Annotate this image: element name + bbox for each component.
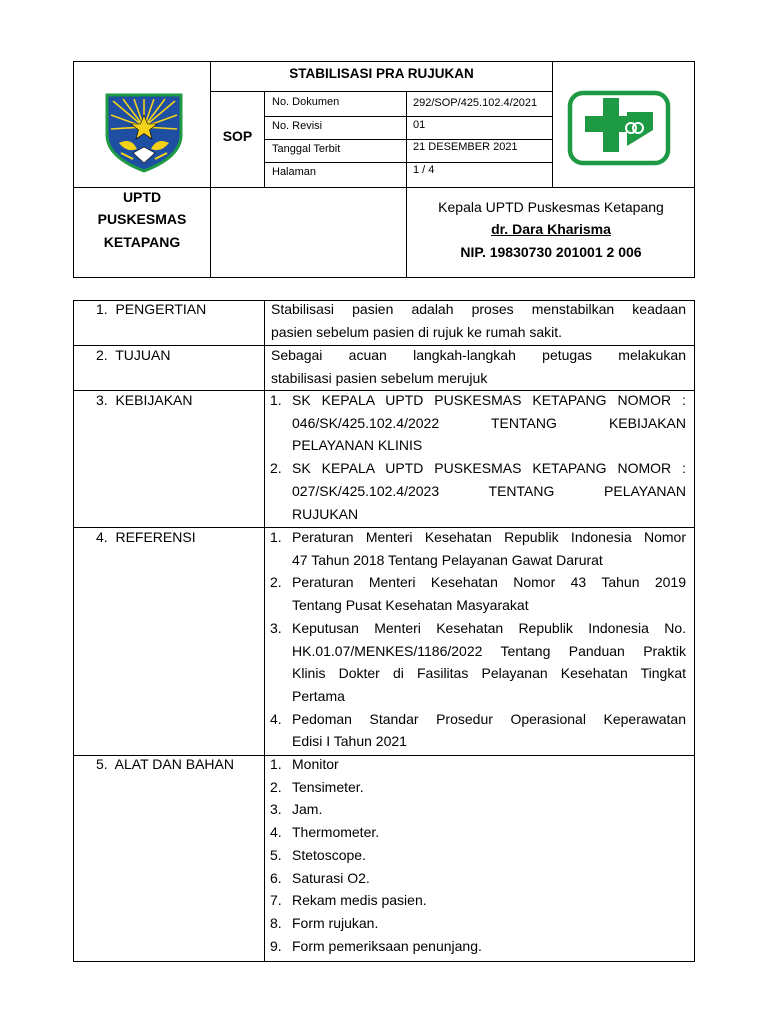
section-kebijakan-content bbox=[270, 389, 686, 525]
list-item-line: Edisi I Tahun 2021 bbox=[292, 733, 407, 750]
list-item-line: Peraturan Menteri Kesehatan Nomor 43 Tahun 2019 bbox=[292, 574, 686, 591]
list-item bbox=[270, 753, 686, 776]
list-item-line: PELAYANAN KLINIS bbox=[292, 437, 423, 454]
list-item-line: HK.01.07/MENKES/1186/2022 Tentang Panduan Praktik bbox=[292, 642, 686, 659]
list-item bbox=[270, 935, 686, 958]
signatory-nip: NIP. 19830730 201001 2 006 bbox=[460, 244, 642, 260]
org-name-line2: PUSKESMAS bbox=[97, 211, 187, 227]
field-label-no-revisi: No. Revisi bbox=[272, 120, 323, 132]
list-item bbox=[270, 708, 686, 753]
section-label-pengertian: 1. PENGERTIAN bbox=[96, 301, 207, 317]
list-item bbox=[270, 389, 686, 457]
field-label-no-dokumen: No. Dokumen bbox=[272, 96, 340, 108]
field-value-tanggal-terbit: 21 DESEMBER 2021 bbox=[413, 141, 518, 153]
field-label-halaman: Halaman bbox=[272, 166, 317, 178]
list-item-line: Klinis Dokter di Fasilitas Pelayanan Kesehatan Tingkat bbox=[292, 665, 686, 682]
list-item-number: 1. bbox=[270, 529, 282, 545]
list-item bbox=[270, 844, 686, 867]
list-item-text: Monitor bbox=[292, 756, 339, 772]
list-item-number: 8. bbox=[270, 914, 282, 931]
list-item-line: 027/SK/425.102.4/2023 TENTANG PELAYANAN bbox=[292, 482, 686, 499]
list-item bbox=[270, 821, 686, 844]
list-item-number: 4. bbox=[270, 710, 282, 727]
list-item-line: 47 Tahun 2018 Tentang Pelayanan Gawat Darurat bbox=[292, 551, 603, 568]
list-item-text: Thermometer. bbox=[292, 824, 380, 841]
list-item-text: Saturasi O2. bbox=[292, 869, 370, 886]
pengertian-line-2: pasien sebelum pasien di rujuk ke rumah sakit. bbox=[271, 323, 563, 340]
tujuan-line-2: stabilisasi pasien sebelum merujuk bbox=[271, 369, 488, 386]
list-item-text: Rekam medis pasien. bbox=[292, 892, 427, 909]
signatory-name: dr. Dara Kharisma bbox=[491, 221, 611, 237]
list-item-line: Tentang Pusat Kesehatan Masyarakat bbox=[292, 597, 529, 614]
list-item-text: Stetoscope. bbox=[292, 846, 366, 863]
list-item bbox=[270, 617, 686, 708]
section-label-alat-dan-bahan: 5. ALAT DAN BAHAN bbox=[96, 756, 234, 772]
list-item-text: Tensimeter. bbox=[292, 778, 364, 795]
list-item bbox=[270, 457, 686, 525]
list-item bbox=[270, 867, 686, 890]
list-item-text: Jam. bbox=[292, 801, 323, 818]
org-name-line3: KETAPANG bbox=[103, 234, 181, 250]
puskesmas-logo bbox=[567, 90, 671, 166]
list-item-line: Pertama bbox=[292, 687, 345, 704]
list-item-number: 3. bbox=[270, 619, 282, 636]
list-item-line: RUJUKAN bbox=[292, 505, 359, 522]
list-item-line: Pedoman Standar Prosedur Operasional Keperawatan bbox=[292, 710, 686, 727]
pengertian-line-1: Stabilisasi pasien adalah proses menstabilkan keadaan bbox=[271, 301, 686, 317]
list-item-number: 9. bbox=[270, 937, 282, 954]
list-item-line: 046/SK/425.102.4/2022 TENTANG KEBIJAKAN bbox=[292, 414, 686, 431]
section-label-tujuan: 2. TUJUAN bbox=[96, 347, 171, 363]
list-item bbox=[270, 889, 686, 912]
list-item bbox=[270, 571, 686, 616]
list-item-line: SK KEPALA UPTD PUSKESMAS KETAPANG NOMOR : bbox=[292, 392, 686, 408]
document-title: STABILISASI PRA RUJUKAN bbox=[289, 66, 474, 81]
list-item-line: SK KEPALA UPTD PUSKESMAS KETAPANG NOMOR : bbox=[292, 460, 686, 477]
list-item-number: 1. bbox=[270, 756, 282, 772]
section-pengertian-content bbox=[271, 298, 686, 343]
section-referensi-content bbox=[270, 526, 686, 753]
list-item-number: 4. bbox=[270, 824, 282, 841]
signatory-position: Kepala UPTD Puskesmas Ketapang bbox=[438, 199, 664, 215]
list-item-line: Keputusan Menteri Kesehatan Republik Indonesia No. bbox=[292, 619, 686, 636]
list-item-line: Peraturan Menteri Kesehatan Republik Indonesia Nomor bbox=[292, 529, 686, 545]
section-alat-content bbox=[270, 753, 686, 957]
list-item-number: 3. bbox=[270, 801, 282, 818]
list-item-number: 5. bbox=[270, 846, 282, 863]
field-value-halaman: 1 / 4 bbox=[413, 164, 435, 176]
section-tujuan-content bbox=[271, 344, 686, 389]
list-item bbox=[270, 526, 686, 571]
field-value-no-dokumen: 292/SOP/425.102.4/2021 bbox=[413, 97, 538, 109]
sop-label: SOP bbox=[222, 128, 253, 144]
field-value-no-revisi: 01 bbox=[413, 119, 426, 131]
list-item-number: 1. bbox=[270, 392, 282, 408]
field-label-tanggal-terbit: Tanggal Terbit bbox=[272, 143, 341, 155]
list-item bbox=[270, 776, 686, 799]
list-item-number: 2. bbox=[270, 460, 282, 477]
org-name-line1: UPTD bbox=[122, 189, 162, 205]
section-label-kebijakan: 3. KEBIJAKAN bbox=[96, 392, 193, 408]
list-item bbox=[270, 912, 686, 935]
tujuan-line-1: Sebagai acuan langkah-langkah petugas melakukan bbox=[271, 347, 686, 363]
list-item-text: Form rujukan. bbox=[292, 914, 379, 931]
list-item-number: 2. bbox=[270, 778, 282, 795]
regency-shield-logo bbox=[103, 93, 185, 173]
list-item-number: 6. bbox=[270, 869, 282, 886]
list-item-text: Form pemeriksaan penunjang. bbox=[292, 937, 482, 954]
list-item bbox=[270, 798, 686, 821]
list-item-number: 7. bbox=[270, 892, 282, 909]
list-item-number: 2. bbox=[270, 574, 282, 591]
section-label-referensi: 4. REFERENSI bbox=[96, 529, 196, 545]
